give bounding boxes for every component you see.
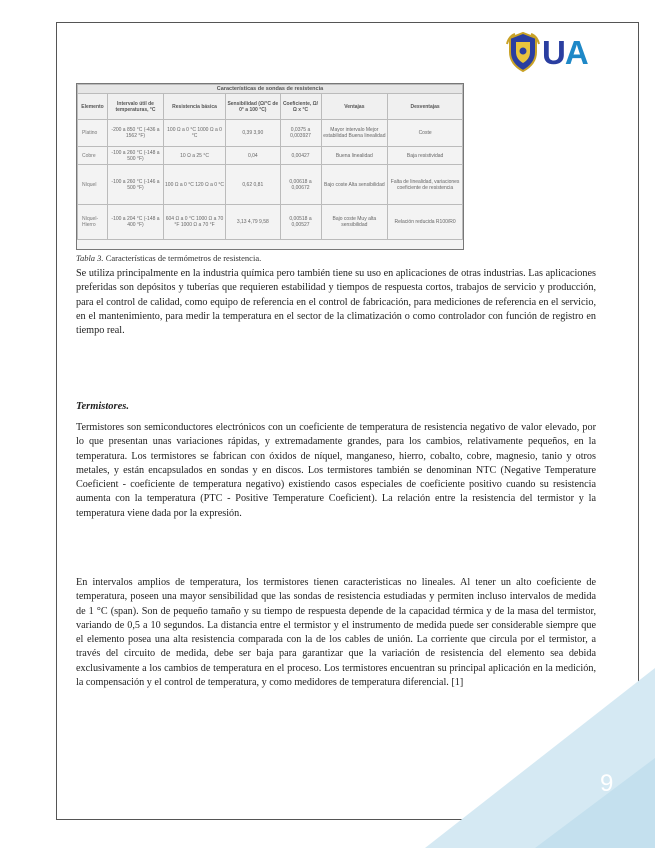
caption-text: Características de termómetros de resistencia.	[103, 253, 262, 263]
table-cell: Cobre	[78, 147, 108, 165]
table-row	[78, 120, 463, 147]
shield-icon	[506, 30, 540, 74]
table-cell: Bajo coste Muy alta sensibilidad	[321, 205, 388, 240]
table-title: Características de sondas de resistencia	[78, 85, 463, 94]
table-cell: Baja resistividad	[388, 147, 463, 165]
table-cell: 0,00618 a 0,00672	[280, 165, 321, 205]
table-cell: -100 a 260 °C (-148 a 500 °F)	[108, 147, 164, 165]
table-row	[78, 147, 463, 165]
table-header: Sensibilidad (Ω/°C de 0° a 100 °C)	[226, 94, 280, 120]
section-heading: Termistores.	[76, 401, 129, 412]
table-row	[78, 205, 463, 240]
table-cell: Bajo coste Alta sensibilidad	[321, 165, 388, 205]
resistance-sensor-table	[76, 83, 464, 250]
table-cell: Falta de linealidad, variaciones coeficiente de resistencia	[388, 165, 463, 205]
table-cell: -100 a 204 °C (-148 a 400 °F)	[108, 205, 164, 240]
table-header: Resistencia básica	[163, 94, 225, 120]
table-cell: Buena linealidad	[321, 147, 388, 165]
paragraph-characteristics: En intervalos amplios de temperatura, los termistores tienen caracteristicas no lineales. Al tener un alto coeficiente de temperatura, poseen una mayor sensibilidad que las sondas de resistencia estudiadas y permiten incluso intervalos de medida de 1 °C (span). Son de pequeño tamaño y su tiempo de respuesta depende de la capacidad térmica y de la masa del termistor, variando de 0,5 a 10 segundos. La distancia entre el termistor y el instrumento de medida puede ser considerable siempre que el elemento posea una alta resistencia comparada con la de los cables de unión. La corriente que circula por el termistor, a través del circuito de medida, debe ser baja para garantizar que la variación de resistencia del elemento sea debida exclusivamente a los cambios de temperatura en el proceso. Los termistores encuentran su principal aplicación en la medición, la compensación y el control de temperatura, y como medidores de temperatura diferencial. [1]	[76, 577, 596, 689]
table-cell: Níquel	[78, 165, 108, 205]
table-header: Desventajas	[388, 94, 463, 120]
table-cell: 0,39 3,90	[226, 120, 280, 147]
page-number: 9	[600, 770, 614, 797]
caption-label: Tabla 3.	[76, 253, 104, 263]
table-cell: 3,13 4,79 9,58	[226, 205, 280, 240]
table-caption	[76, 253, 261, 263]
table-header: Ventajas	[321, 94, 388, 120]
table-cell: 604 Ω a 0 °C 1000 Ω a 70 °F 1000 Ω a 70 °F	[163, 205, 225, 240]
table-cell: 100 Ω a 0 °C 1000 Ω a 0 °C	[163, 120, 225, 147]
table-cell: 10 Ω a 25 °C	[163, 147, 225, 165]
table-cell: 0,0375 a 0,003927	[280, 120, 321, 147]
table-header: Intervalo útil de temperaturas, °C	[108, 94, 164, 120]
paragraph-thermistors: Termistores son semiconductores electrónicos con un coeficiente de temperatura de resistencia negativo de valor elevado, por lo que presentan unas variaciones rápidas, y extremadamente grandes, para los cambios, relativamente pequeños, en la temperatura. Los termistores se fabrican con óxidos de níquel, manganeso, hierro, cobalto, cobre, magnesio, tanio y otros metales, y están encapsulados en sondas y en discos. Los termistores también se denominan NTC (Negative Temperature Coeficient - coeficiente de temperatura negativo) existiendo casos especiales de coeficiente positivo cuando su resistencia aumenta con la temperatura (PTC - Positive Temperature Coeficient). La relación entre la resistencia del termistor y la temperatura viene dada por la expresión.	[76, 422, 596, 519]
table-header: Coeficiente, Ω/Ω x °C	[280, 94, 321, 120]
table-row	[78, 165, 463, 205]
paragraph-applications: Se utiliza principalmente en la industria química pero también tiene su uso en aplicaciones de otras industrias. Las aplicaciones preferidas son depósitos y tuberías que requieren estabilidad y tiempos de respuesta cortos, trabajos de servicio y producción, para el control de calidad, como equipo de referencia en el control de fabricación, para mediciones de referencia en el servicio, en el mantenimiento, para medir la temperatura en el sector de la climatización o como controlador con función de registro en tiempo real.	[76, 268, 596, 337]
table-cell: Platino	[78, 120, 108, 147]
table-header: Elemento	[78, 94, 108, 120]
university-logo	[506, 30, 622, 80]
table-cell: Níquel-Hierro	[78, 205, 108, 240]
table-cell: Coste	[388, 120, 463, 147]
logo-wordmark	[542, 34, 588, 72]
table-cell: 100 Ω a 0 °C 120 Ω a 0 °C	[163, 165, 225, 205]
table-cell: 0,00518 a 0,00527	[280, 205, 321, 240]
table-cell: 0,62 0,81	[226, 165, 280, 205]
table-cell: -200 a 850 °C (-436 a 1562 °F)	[108, 120, 164, 147]
table-cell: Relación reducida R100/R0	[388, 205, 463, 240]
table-cell: Mayor intervalo Mejor estabilidad Buena linealidad	[321, 120, 388, 147]
table-cell: 0,04	[226, 147, 280, 165]
table-cell: 0,00427	[280, 147, 321, 165]
logo-letter-u: U	[542, 34, 565, 71]
table-cell: -100 a 260 °C (-146 a 500 °F)	[108, 165, 164, 205]
logo-letter-a: A	[564, 34, 588, 71]
